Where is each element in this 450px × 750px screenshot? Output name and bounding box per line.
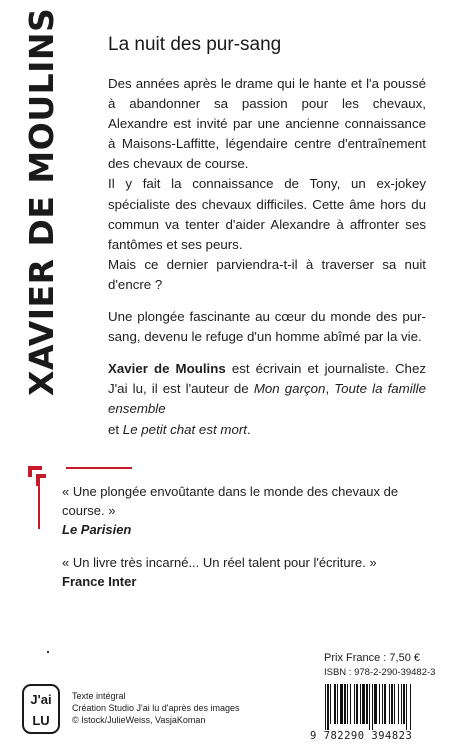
author-vertical-title: XAVIER DE MOULINS <box>22 7 61 396</box>
logo-text-top: J'ai <box>30 692 52 707</box>
barcode-bar <box>325 684 326 730</box>
barcode-bar <box>366 684 368 724</box>
barcode-bar <box>330 684 331 724</box>
barcode-bar <box>374 684 377 724</box>
barcode-bar <box>389 684 390 724</box>
blurb-tagline: Une plongée fascinante au cœur du monde des pur-sang, devenu le refuge d'un homme abîmé par la vie. <box>108 309 426 345</box>
blurb-paragraph: Il y fait la connaissance de Tony, un ex-jokey spécialiste des chevaux difficiles. Cette âme hors du commun va tenter d'aider Alexandre à affronter ses fantômes et ses peurs. <box>108 176 426 252</box>
dot-mark <box>47 651 49 653</box>
barcode-bar <box>391 684 393 724</box>
barcode-bar <box>406 684 407 730</box>
credit-line: Texte intégral <box>72 691 126 701</box>
credits <box>72 690 240 726</box>
barcode-bar <box>382 684 383 724</box>
barcode-bar <box>410 684 411 730</box>
credit-line: © Istock/JulieWeiss, VasjaKoman <box>72 715 206 725</box>
divider <box>66 467 132 469</box>
barcode <box>324 684 438 730</box>
barcode-bar <box>347 684 348 724</box>
price-label: Prix France : 7,50 € <box>324 652 420 664</box>
barcode-bar <box>362 684 365 724</box>
author-bio-name: Xavier de Moulins <box>108 361 226 377</box>
barcode-bar <box>340 684 343 724</box>
author-bio-end: . <box>246 421 251 437</box>
logo-text-bottom: LU <box>32 713 50 728</box>
barcode-number: 9 782290 394823 <box>310 730 413 742</box>
barcode-bar <box>356 684 358 724</box>
press-quote: « Une plongée envoûtante dans le monde des chevaux de course. » <box>62 484 399 518</box>
barcode-bar <box>369 684 370 730</box>
barcode-bar <box>398 684 399 724</box>
book-title-3: Le petit chat est mort <box>122 421 247 437</box>
separator: , <box>325 381 335 397</box>
book-title-1: Mon garçon <box>253 381 326 397</box>
isbn-label: ISBN : 978-2-290-39482-3 <box>324 667 436 678</box>
barcode-bar <box>379 684 380 724</box>
divider <box>38 485 40 529</box>
barcode-bar <box>394 684 395 724</box>
barcode-bar <box>360 684 361 724</box>
barcode-bar <box>334 684 336 724</box>
barcode-bar <box>327 684 329 730</box>
book-title-2: Toute la famille ensemble <box>108 381 426 417</box>
press-source: Le Parisien <box>62 522 132 537</box>
back-cover-blurb <box>108 74 426 440</box>
blurb-paragraph: Mais ce dernier parviendra-t-il à traverser sa nuit d'encre ? <box>108 256 426 292</box>
barcode-bar <box>350 684 351 724</box>
press-quotes <box>62 482 432 605</box>
press-source: France Inter <box>62 574 137 589</box>
barcode-bar <box>354 684 355 724</box>
separator: et <box>108 421 123 437</box>
barcode-bar <box>337 684 338 724</box>
barcode-bar <box>372 684 373 730</box>
publisher-logo <box>22 684 60 734</box>
barcode-bar <box>403 684 405 724</box>
author-bio <box>108 359 426 439</box>
barcode-bar <box>344 684 346 724</box>
barcode-bar <box>401 684 402 724</box>
blurb-paragraph: Des années après le drame qui le hante et l'a poussé à abandonner sa passion pour les chevaux, Alexandre est invité par une ancienne connaissance à Maisons-Laffitte, légendaire centre d'entraînement des chevaux de course. <box>108 76 426 172</box>
barcode-bar <box>384 684 386 724</box>
book-title: La nuit des pur-sang <box>108 34 282 55</box>
author-bio-text: est écrivain et journaliste. Chez J'ai lu, il est l'auteur de <box>108 361 426 397</box>
credit-line: Création Studio J'ai lu d'après des images <box>72 703 240 713</box>
quote-mark-icon <box>28 466 46 506</box>
press-quote: « Un livre très incarné... Un réel talent pour l'écriture. » <box>62 555 377 570</box>
